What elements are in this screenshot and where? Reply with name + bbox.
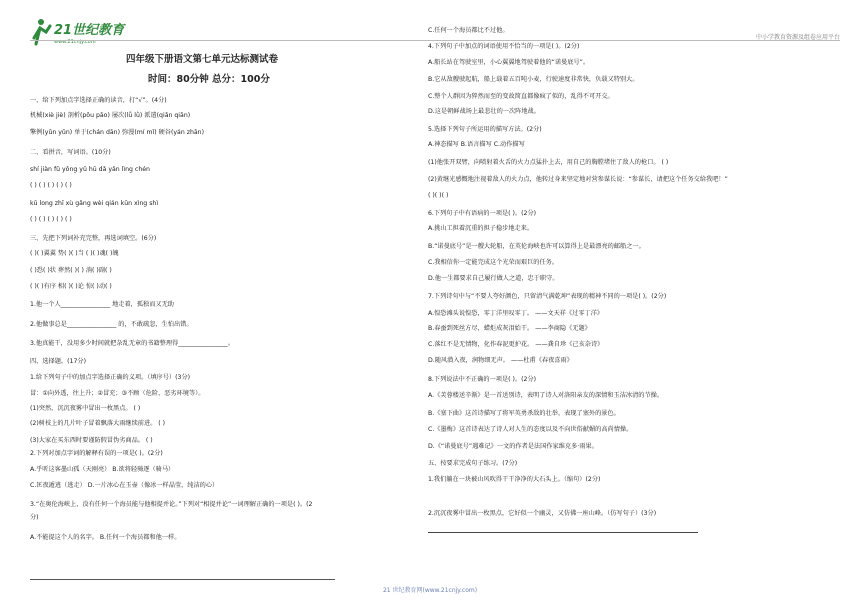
question-line-s4h: C.匡夜遁逃（逃走） D.一片冰心在玉壶（像冰一样晶莹，纯洁的心）	[30, 482, 219, 489]
question-line-r2: 4.下列句子中加点的词语使用不恰当的一项是( )。(2分)	[428, 43, 580, 50]
question-line-r12: 6.下列句子中有语病的一项是( )。(2分)	[428, 210, 537, 217]
question-line-s1b: 擎例(yǔn yǔn) 单于(chán dān) 弥漫(mí mǐ) 硬谷(yán zhān)	[30, 129, 205, 136]
question-line-s3e: 2.他做事总是________________ 的，不敢疏忽，生怕出错。	[30, 321, 193, 328]
question-line-s3b: ( )恐( )状 葬然( )( ) 淌( )副( )	[30, 267, 112, 274]
question-line-s4: 四、选择题。(17分)	[30, 358, 87, 365]
question-line-s4i: 3.“在奥伦海峡上，没有任何一个海员能与他相提并论。”下列对“相提并论”一词理解正确的一项是( )。(2	[30, 501, 313, 508]
page-subtitle: 时间：80分钟 总分：100分	[148, 74, 270, 85]
question-line-s4a: 1.给下列句子中的加点字选择正确的义项。（填序号）(3分)	[30, 374, 191, 381]
question-line-r7: 5.选择下列句子所运用的描写方法。(2分)	[428, 126, 542, 133]
question-line-r15: C.我相信你一定能完成这个光荣而艰巨的任务。	[428, 259, 559, 266]
question-line-r17: 7.下列诗句中与“不要人夸好颜色，只留清气满乾坤”表现的精神不同的一项是( )。(2分)	[428, 293, 667, 300]
question-line-r13: A.挑山工担着沉重的担子稳步地走来。	[428, 225, 534, 232]
question-line-s4b: 冒：①向外透，往上升；②冒充；③不顾（危险、恶劣环境等）。	[30, 390, 205, 397]
question-line-s3c: ( )( )有序 相( )( )论 惊( )动( )	[30, 283, 112, 290]
question-line-s4j: 分)	[30, 514, 39, 521]
question-line-r23: A.《芙蓉楼送辛渐》是一首送别诗，表明了诗人对洛阳亲友的深情和玉洁冰清的节操。	[428, 392, 664, 399]
question-line-r8: A.神态描写 B.语言描写 C.动作描写	[428, 141, 525, 148]
question-line-r6: D.这是朝鲜战场上最悲壮的一次阵地战。	[428, 108, 540, 115]
question-line-s2b: ( ) ( ) ( ) ( ) ( )	[30, 182, 72, 189]
question-line-r18: A.惶恐滩头说惶恐，零丁洋里叹零丁。 ——文天祥《过零丁洋》	[428, 310, 604, 317]
question-line-s2c: kū long zhī xù gǎng wèi qián kūn xìng shì	[30, 200, 159, 207]
question-line-r3: A.船长站在驾驶室里，小心翼翼地驾驶着他的“诺曼底号”。	[428, 59, 590, 66]
question-line-r26: D.《“诺曼底号”遇难记》一文的作者是法国作家维克多·雨果。	[428, 443, 598, 450]
question-line-r29: 2.沉沉夜雾中冒出一枚黑点，它好似一个幽灵，又仿佛一座山峰。（仿写句子）(3分)	[428, 510, 657, 517]
platform-name: 中小学教育资源及组卷应用平台	[755, 34, 840, 41]
question-line-s1: 一、给下列加点字选择正确的读音，打“√”。(4分)	[30, 97, 167, 104]
question-line-s3d: 1.他一个人________________ 地走着，孤独而又无助	[30, 301, 174, 308]
question-line-s2: 二、看拼音，写词语。(10分)	[30, 149, 111, 156]
question-line-r28: 1.我们躺在一块被山风吹得干干净净的大石头上。（缩句）(2分)	[428, 476, 601, 483]
question-line-r4: B.它从敌艘驶起航，船上载着五百吨小麦，行驶速度非常快，负载又特别大。	[428, 76, 639, 83]
question-line-s4k: A.不能提这个人的名字。 B.任何一个海员都和他一样。	[30, 534, 181, 541]
question-line-s3a: ( )( )翼翼 势( )( )当 ( )( )魂( )魄	[30, 250, 119, 257]
question-line-s4e: (3)大家在买东西时要谨防假冒伪劣商品。 ( )	[30, 437, 153, 444]
question-line-s2d: ( ) ( ) ( ) ( ) ( )	[30, 216, 72, 223]
question-line-s2a: shí jiàn fǔ yǒng yǔ hū dǎ yǎn lìng chén	[30, 166, 150, 173]
question-line-r19: B.春蚕到死丝方尽，蜡炬成灰泪始干。 ——李商隐《无题》	[428, 325, 591, 332]
question-line-r14: B.“诺曼底号”是一艘大轮船，在英伦海峡也许可以算得上是最漂亮的邮船之一。	[428, 243, 645, 250]
question-line-s3: 三、先把下列词补充完整，再选词填空。(6分)	[30, 235, 157, 242]
logo-url: www.21cnjy.com	[54, 39, 96, 45]
question-line-r1: C.任何一个海员都比不过他。	[428, 27, 509, 34]
question-line-r9: (1)他张开双臂，向喷射着火舌的火力点猛扑上去，用自己的胸膛堵住了敌人的枪口。 ( )	[428, 159, 669, 166]
question-line-r10: (2)黄继光感慨地注视着敌人的火力点，他转过身来坚定地对营参谋长说：“参谋长，请把这个任务交给我吧！”	[428, 176, 728, 183]
logo-text: 21世纪教育	[54, 23, 125, 38]
question-line-s4d: (2)树枝上的几片叶子冒着飘落大雨继续前进。 ( )	[30, 420, 166, 427]
question-line-s4c: (1)突然，沉沉夜雾中冒出一枚黑点。 ( )	[30, 405, 141, 412]
question-line-r21: D.随风潜入夜，润物细无声。 ——杜甫《春夜喜雨》	[428, 357, 573, 364]
question-line-r27: 五、按要求完成句子练习。(7分)	[428, 460, 518, 467]
question-line-r20: C.落红不是无情物，化作春泥更护花。 ——龚自珍《己亥杂诗》	[428, 341, 604, 348]
question-line-s3f: 3.他真能干，没用多少时间就把杂乱无章的书籍整理得________________。	[30, 340, 234, 347]
question-line-r24: B.《塞下曲》这首诗描写了将军英勇杀敌的壮举，表现了塞外的景色。	[428, 410, 620, 417]
question-line-s4g: A.乎听这客墨山孤（天刚亮） B.欲将轻骑逐（骑马）	[30, 466, 175, 473]
question-line-s4f: 2.下列对加点字词的解释有误的一项是( )。(2分)	[30, 450, 163, 457]
question-line-r25: C.《墨梅》这首诗表达了诗人对人生的态度以及不向世俗献媚的高尚情操。	[428, 426, 633, 433]
question-line-r11: ( )( )( )	[428, 192, 449, 199]
header-rule	[30, 40, 840, 41]
footer-text: 21 世纪教育网(www.21cnjy.com)	[382, 587, 478, 594]
footer-rule	[30, 579, 335, 580]
question-line-r5: C.整个人群因为猝然而至的变故简直都像疯了似的，乱得不可开交。	[428, 93, 614, 100]
question-line-r22: 8.下列说法中不正确的一项是( )。(2分)	[428, 376, 537, 383]
site-logo	[30, 14, 150, 48]
answer-line	[428, 532, 698, 533]
question-line-r16: D.他一生都要求自己履行做人之道，忠于职守。	[428, 275, 559, 282]
question-line-s1a: 机械(xiè jiè) 剖析(pōu pāo) 屡次(lǚ lǜ) 派遣(qiǎn qiān)	[30, 112, 191, 119]
page-title: 四年级下册语文第七单元达标测试卷	[126, 54, 279, 65]
